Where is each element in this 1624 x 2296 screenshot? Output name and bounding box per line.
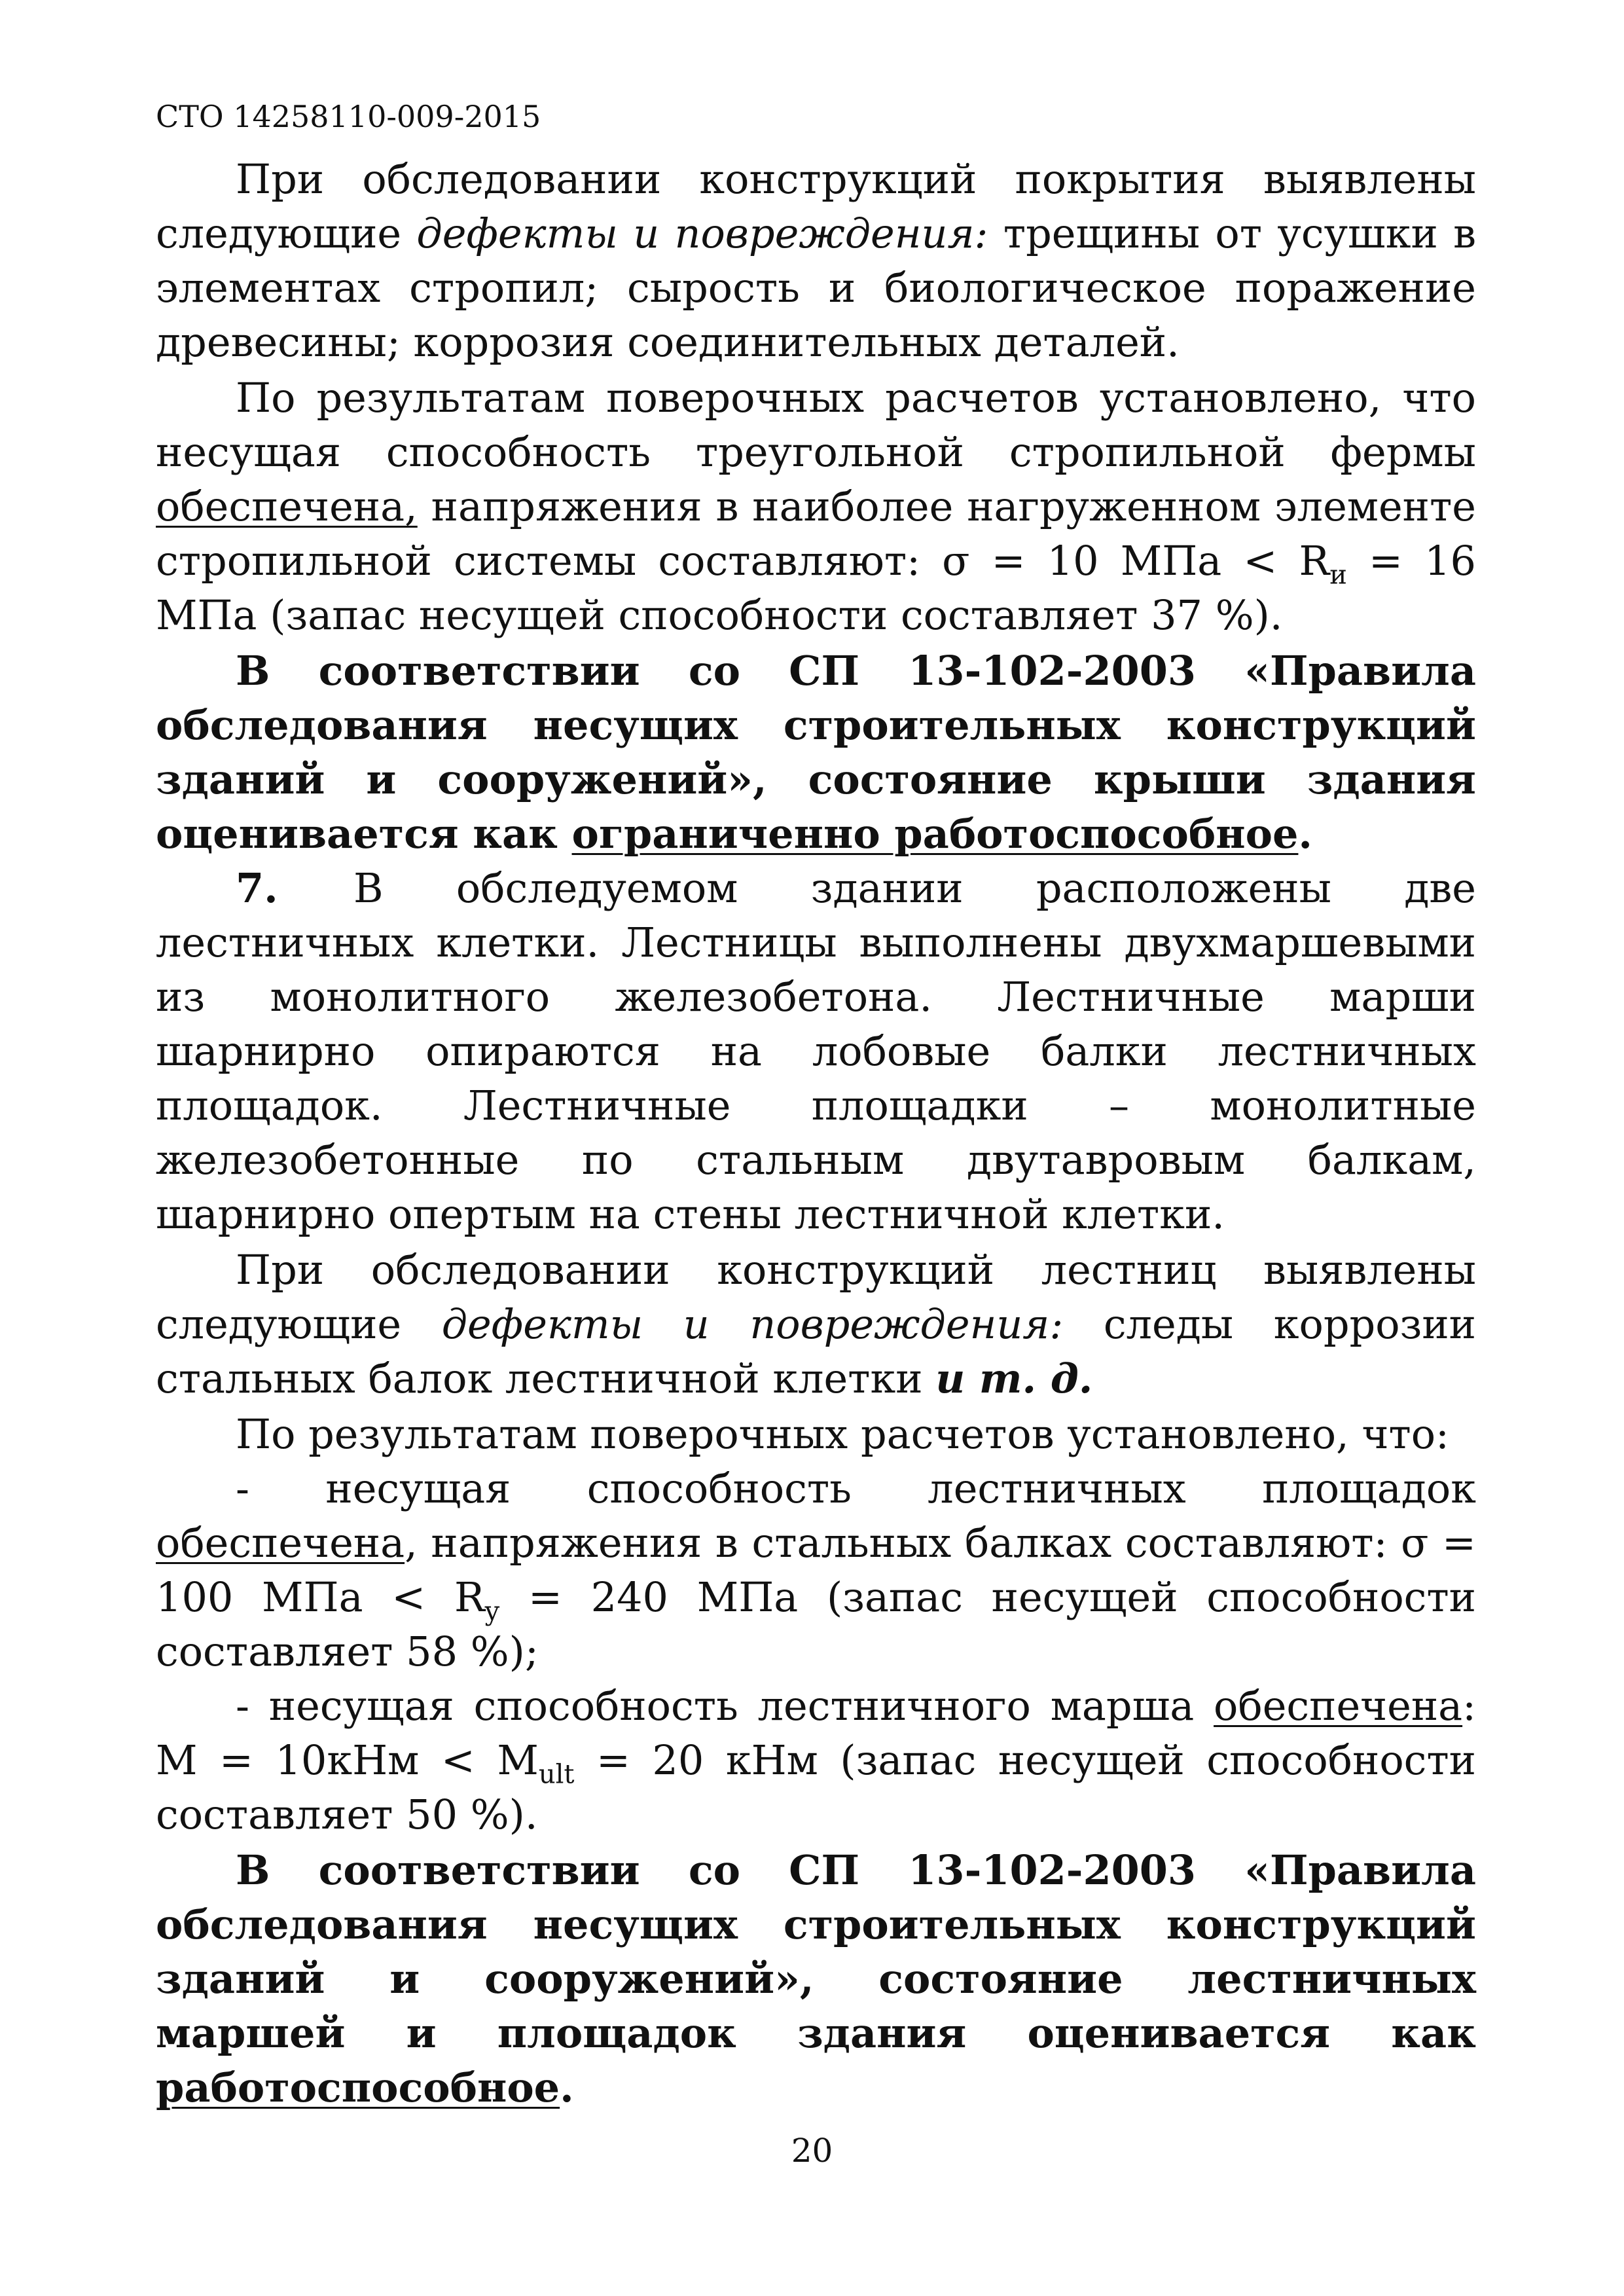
text-run: напряжения в наиболее нагруженном элементе стропильной системы составляют: σ = 10 МПа < R — [156, 483, 1476, 585]
paragraph-roof-defects — [156, 152, 1476, 369]
text-run: = 16 МПа (запас несущей способности составляет 37 %). — [156, 537, 1477, 639]
text-run: При обследовании конструкций лестниц выявлены следующие — [156, 1246, 1476, 1348]
underlined-term: ограниченно работоспособное — [571, 810, 1299, 858]
paragraph-roof-calculation — [156, 371, 1476, 642]
text-run: = 20 кНм (запас несущей способности составляет 50 %). — [156, 1736, 1476, 1838]
text-run: трещины от усушки в элементах стропил; сырость и биологическое поражение древесины; коррозия соединительных деталей. — [156, 210, 1477, 366]
document-body — [156, 152, 1476, 2115]
text-run: - несущая способность лестничных площадок — [236, 1465, 1476, 1512]
paragraph-stairs-calc-intro — [156, 1407, 1476, 1461]
text-run: . — [560, 2064, 574, 2111]
text-run: = 240 МПа (запас несущей способности составляет 58 %); — [156, 1573, 1477, 1675]
italic-term: дефекты и повреждения: — [441, 1300, 1064, 1348]
text-run: - несущая способность лестничного марша — [236, 1682, 1214, 1730]
subscript: y — [484, 1596, 500, 1627]
paragraph-stairs-conclusion — [156, 1843, 1476, 2115]
paragraph-stairs-description — [156, 861, 1476, 1241]
underlined-term: обеспечена — [1214, 1682, 1463, 1730]
paragraph-roof-conclusion — [156, 644, 1476, 861]
italic-term: дефекты и повреждения: — [416, 210, 988, 257]
document-code-header: СТО 14258110-009-2015 — [156, 99, 541, 134]
subscript: ult — [538, 1759, 575, 1790]
paragraph-landing-calculation — [156, 1461, 1476, 1679]
bold-italic-term: и т. д. — [935, 1355, 1093, 1402]
underlined-term: обеспечена, — [156, 483, 418, 530]
text-run: По результатам поверочных расчетов установлено, что несущая способность треугольной стропильной фермы — [156, 374, 1476, 476]
page-number: 20 — [791, 2132, 833, 2170]
text-run: . — [1298, 810, 1313, 858]
underlined-term: работоспособное — [156, 2064, 560, 2111]
paragraph-flight-calculation — [156, 1679, 1476, 1842]
text-run: , напряжения в стальных балках составляют: σ = 100 МПа < R — [156, 1519, 1476, 1621]
text-run: В обследуемом здании расположены две лестничных клетки. Лестницы выполнены двухмаршевыми из монолитного железобетона. Лестничные марши шарнирно опираются на лобовые балки лестничных площадок. Лестничные площадки – монолитные железобетонные по стальным двутавровым балкам, шарнирно опертым на стены лестничной клетки. — [156, 864, 1476, 1238]
subscript: и — [1329, 560, 1347, 591]
text-run: По результатам поверочных расчетов установлено, что: — [236, 1410, 1449, 1458]
paragraph-stairs-defects — [156, 1243, 1476, 1406]
text-run: В соответствии со СП 13-102-2003 «Правила обследования несущих строительных конструкций зданий и сооружений», состояние лестничных маршей и площадок здания оценивается как — [156, 1846, 1476, 2057]
text-run: следы коррозии стальных балок лестничной клетки — [156, 1300, 1476, 1402]
text-run: : M = 10кНм < M — [156, 1682, 1476, 1784]
item-number: 7. — [236, 864, 278, 912]
text-run: При обследовании конструкций покрытия выявлены следующие — [156, 155, 1476, 257]
text-run: В соответствии со СП 13-102-2003 «Правила обследования несущих строительных конструкций зданий и сооружений», состояние крыши здания оценивается как — [156, 647, 1476, 858]
underlined-term: обеспечена — [156, 1519, 405, 1567]
